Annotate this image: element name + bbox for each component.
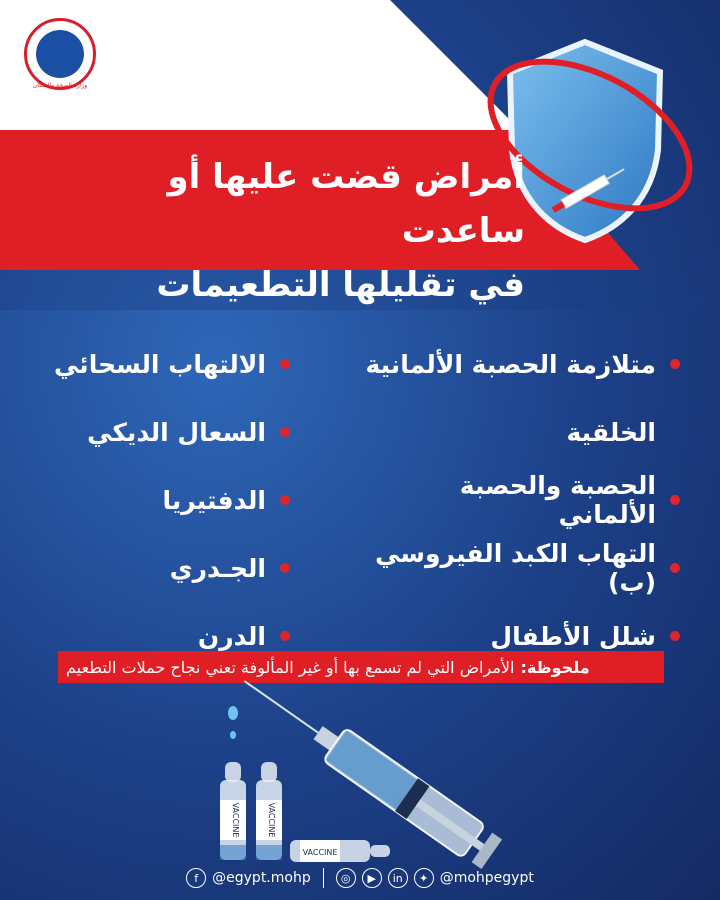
disease-label: الحصبة والحصبة الألماني <box>459 471 656 529</box>
facebook-handle[interactable]: @egypt.mohp <box>212 870 311 886</box>
facebook-icon[interactable]: f <box>186 868 206 888</box>
divider <box>323 868 324 888</box>
disease-label: الدرن <box>197 621 266 651</box>
social-handle[interactable]: @mohpegypt <box>439 870 534 886</box>
drop-icon <box>228 706 238 720</box>
title-line-2: في تقليلها التطعيمات <box>156 265 525 305</box>
disease-label: الالتهاب السحائي <box>54 349 266 379</box>
disease-label: شلل الأطفال <box>490 621 656 651</box>
logo-text: وزارة الصحة والسكان <box>32 82 88 89</box>
disease-label: السعال الديكي <box>87 417 266 447</box>
vial-label: VACCINE <box>231 802 240 838</box>
drop-icon <box>230 731 236 739</box>
title-line-1: أمراض قضت عليها أو ساعدت <box>167 157 525 251</box>
disease-label: الدفتيريا <box>162 485 266 515</box>
disease-label: التهاب الكبد الفيروسي (ب) <box>375 539 656 597</box>
vial-label: VACCINE <box>302 848 338 857</box>
disease-label: الجـدري <box>169 553 266 583</box>
note-label: ملحوظة: <box>520 657 590 677</box>
linkedin-icon[interactable]: in <box>388 868 408 888</box>
disease-label: الخلقية <box>566 417 656 447</box>
vial-label: VACCINE <box>267 802 276 838</box>
twitter-icon[interactable]: ✦ <box>414 868 434 888</box>
note-text: الأمراض التي لم تسمع بها أو غير المألوفة تعني نجاح حملات التطعيم <box>66 657 515 677</box>
footer-social-bar <box>0 860 720 896</box>
disease-label: متلازمة الحصبة الألمانية <box>365 349 656 379</box>
instagram-icon[interactable]: ◎ <box>336 868 356 888</box>
youtube-icon[interactable]: ▶ <box>362 868 382 888</box>
